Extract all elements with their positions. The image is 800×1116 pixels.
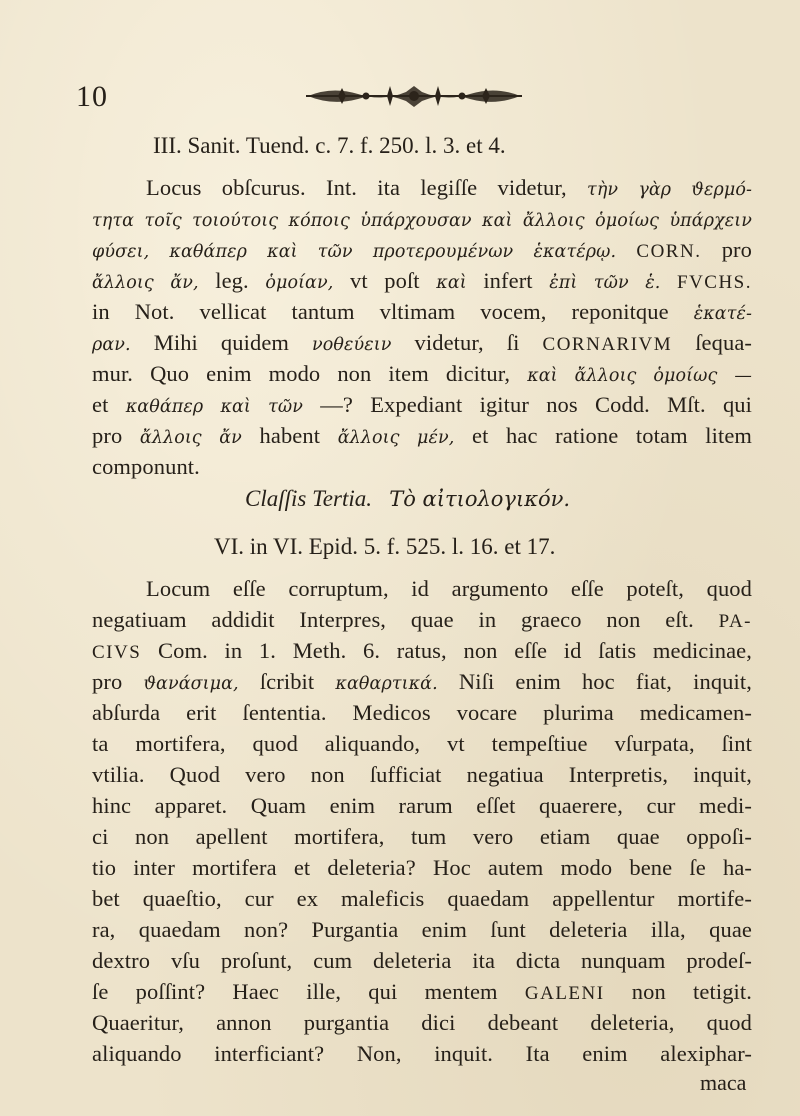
text-line: abſurda erit ſententia. Medicos vocare plurima medicamen-	[92, 700, 752, 725]
text-line: φύσει, καθάπερ καὶ τῶν προτερουμένων ἑκατέρῳ. CORN. pro	[92, 237, 752, 262]
printers-ornament-headpiece	[302, 82, 526, 110]
text-line: dextro vſu proſunt, cum deleteria ita dicta nunquam prodeſ-	[92, 948, 752, 973]
text-line: ta mortifera, quod aliquando, vt tempeſtiue vſurpata, ſint	[92, 731, 752, 756]
text-line: ραν. Mihi quidem νοθεύειν videtur, ſi CORNARIVM ſequa-	[92, 330, 753, 355]
text-line: Quaeritur, annon purgantia dici debeant deleteria, quod	[92, 1010, 752, 1035]
class-heading-greek: Τὸ αἰτιολογικόν.	[389, 487, 571, 511]
text-line: et καθάπερ καὶ τῶν —? Expediant igitur nos Codd. Mſt. qui	[92, 392, 752, 417]
text-line: pro ϑανάσιμα, ſcribit καθαρτικά. Niſi enim hoc fiat, inquit,	[92, 669, 752, 694]
text-line: negatiuam addidit Interpres, quae in graeco non eſt. PA-	[92, 607, 752, 632]
text-line: vtilia. Quod vero non ſufficiat negatiua Interpretis, inquit,	[92, 762, 752, 787]
text-line: aliquando interficiant? Non, inquit. Ita enim alexiphar-	[92, 1041, 752, 1066]
text-line: tio inter mortifera et deleteria? Hoc autem modo bene ſe ha-	[92, 855, 752, 880]
text-line: CIVS Com. in 1. Meth. 6. ratus, non eſſe id ſatis medicinae,	[92, 638, 752, 663]
text-line: componunt.	[92, 454, 200, 479]
section-heading-epid: VI. in VI. Epid. 5. f. 525. l. 16. et 17.	[214, 534, 556, 559]
text-line: ci non apellent mortifera, tum vero etiam quae oppoſi-	[92, 824, 752, 849]
text-line: ra, quaedam non? Purgantia enim ſunt deleteria illa, quae	[92, 917, 752, 942]
page-number: 10	[76, 80, 108, 113]
text-line: bet quaeſtio, cur ex maleficis quaedam appellentur mortife-	[92, 886, 752, 911]
class-heading-latin: Claſſis Tertia.	[245, 486, 372, 511]
catchword: maca	[700, 1070, 747, 1095]
section-heading-sanit-tuend: III. Sanit. Tuend. c. 7. f. 250. l. 3. et 4.	[153, 133, 506, 158]
text-line: mur. Quo enim modo non item dicitur, καὶ ἄλλοις ὁμοίως —	[92, 361, 752, 386]
text-line: ἄλλοις ἄν, leg. ὁμοίαν, vt poſt καὶ infert ἐπὶ τῶν ἑ. FVCHS.	[92, 268, 752, 293]
text-line: Locus obſcurus. Int. ita legiſſe videtur, τὴν γὰρ ϑερμό-	[146, 175, 752, 200]
text-line: hinc apparet. Quam enim rarum eſſet quaerere, cur medi-	[92, 793, 752, 818]
text-line: Locum eſſe corruptum, id argumento eſſe poteſt, quod	[146, 576, 752, 601]
text-line: in Not. vellicat tantum vltimam vocem, reponitque ἑκατέ-	[92, 299, 752, 324]
text-line: pro ἄλλοις ἄν habent ἄλλοις μέν, et hac ratione totam litem	[92, 423, 753, 448]
text-line: τητα τοῖς τοιούτοις κόποις ὑπάρχουσαν καὶ ἄλλοις ὁμοίως ὑπάρχειν	[92, 211, 752, 231]
text-line: ſe poſſint? Haec ille, qui mentem GALENI non tetigit.	[92, 979, 752, 1004]
class-heading	[245, 486, 570, 512]
